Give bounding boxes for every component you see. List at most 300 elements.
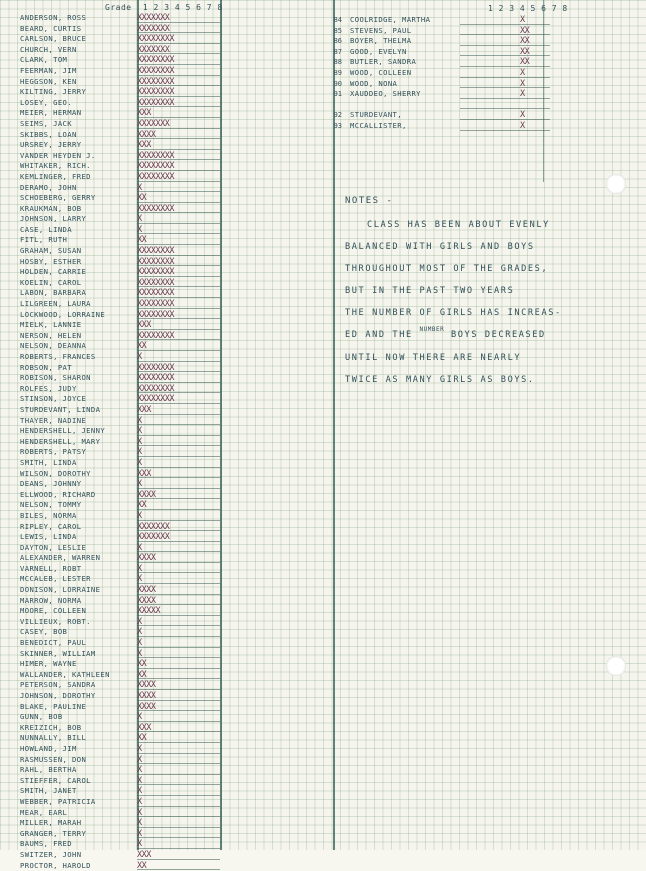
row-rule	[460, 77, 550, 78]
roster-row	[0, 861, 220, 871]
attendance-marks: XXXX	[137, 553, 155, 564]
roster-row	[0, 278, 220, 289]
roster-row	[0, 267, 220, 278]
roster-row	[0, 712, 220, 723]
roster-row	[330, 100, 550, 111]
attendance-marks: XXX	[137, 469, 151, 480]
roster-row	[0, 649, 220, 660]
roster-row	[0, 352, 220, 363]
row-rule	[137, 625, 220, 626]
student-name: ROBISON, SHARON	[20, 373, 91, 384]
attendance-marks: X	[520, 79, 525, 90]
attendance-marks: XX	[137, 861, 146, 871]
attendance-marks: XXXXXXXX	[137, 98, 174, 109]
student-name: CLARK, TOM	[20, 55, 67, 66]
notes-line-6	[345, 324, 635, 347]
attendance-marks: XXXXXXXX	[137, 331, 174, 342]
student-name: ROBSON, PAT	[20, 363, 72, 374]
attendance-marks: XXXXXXX	[137, 119, 169, 130]
attendance-marks: X	[137, 511, 142, 522]
roster-row	[0, 193, 220, 204]
roster-row	[0, 77, 220, 88]
roster-row	[0, 617, 220, 628]
student-name: LABON, BARBARA	[20, 288, 86, 299]
row-number: 91	[330, 89, 342, 100]
roster-row	[0, 522, 220, 533]
notes-line-7: UNTIL NOW THERE ARE NEARLY	[345, 347, 635, 369]
student-name: SCHOEBERG, GERRY	[20, 193, 96, 204]
student-name: LOCKWOOD, LORRAINE	[20, 310, 105, 321]
punch-hole-top	[606, 174, 626, 194]
roster-row	[0, 331, 220, 342]
attendance-marks: X	[137, 479, 142, 490]
row-rule	[137, 753, 220, 754]
attendance-marks: X	[137, 416, 142, 427]
notes-title: NOTES -	[345, 196, 635, 206]
roster-row	[0, 288, 220, 299]
roster-row	[0, 564, 220, 575]
attendance-marks: XXX	[137, 320, 151, 331]
roster-row	[0, 373, 220, 384]
attendance-marks: X	[137, 776, 142, 787]
student-name: WEBBER, PATRICIA	[20, 797, 96, 808]
student-name: BUTLER, SANDRA	[350, 57, 416, 68]
roster-row	[0, 532, 220, 543]
attendance-marks: XXXXXXX	[137, 13, 169, 24]
roster-row	[0, 24, 220, 35]
roster-row	[0, 776, 220, 787]
roster-row	[0, 829, 220, 840]
student-name: VANDER HEYDEN J.	[20, 151, 96, 162]
row-rule	[137, 816, 220, 817]
row-rule	[460, 130, 550, 131]
row-rule	[137, 509, 220, 510]
right-grade-header-numbers: 1 2 3 4 5 6 7 8	[488, 4, 568, 13]
roster-row	[0, 98, 220, 109]
student-name: GRANGER, TERRY	[20, 829, 86, 840]
roster-row	[0, 140, 220, 151]
roster-row	[0, 161, 220, 172]
attendance-marks: XXX	[137, 140, 151, 151]
attendance-marks: X	[137, 543, 142, 554]
student-name: RAHL, BERTHA	[20, 765, 77, 776]
roster-row	[0, 490, 220, 501]
row-number: 85	[330, 26, 342, 37]
student-name: DEANS, JOHNNY	[20, 479, 81, 490]
student-name: KRAUKMAN, BOB	[20, 204, 81, 215]
attendance-marks: X	[137, 797, 142, 808]
roster-row	[0, 34, 220, 45]
attendance-marks: XXXXXXXX	[137, 373, 174, 384]
row-rule	[460, 87, 550, 88]
attendance-marks: X	[137, 627, 142, 638]
attendance-marks: X	[520, 110, 525, 121]
roster-row	[0, 183, 220, 194]
attendance-marks: X	[137, 426, 142, 437]
attendance-marks: X	[137, 712, 142, 723]
attendance-marks: XXXXXXXX	[137, 161, 174, 172]
row-rule	[137, 435, 220, 436]
student-name: MEAR, EARL	[20, 808, 67, 819]
roster-row	[330, 89, 550, 100]
attendance-marks: XX	[137, 193, 146, 204]
student-name: WALLANDER, KATHLEEN	[20, 670, 110, 681]
student-name: FITL, RUTH	[20, 235, 67, 246]
row-rule	[137, 668, 220, 669]
row-rule	[137, 551, 220, 552]
attendance-marks: XXX	[137, 850, 151, 861]
roster-row	[0, 596, 220, 607]
row-number: 87	[330, 47, 342, 58]
attendance-marks: X	[520, 15, 525, 26]
row-rule	[137, 233, 220, 234]
roster-row	[0, 638, 220, 649]
row-rule	[137, 467, 220, 468]
attendance-marks: XX	[137, 733, 146, 744]
student-name: ROBERTS, PATSY	[20, 447, 86, 458]
row-rule	[137, 678, 220, 679]
student-name: WOOD, NONA	[350, 79, 397, 90]
row-rule	[460, 55, 550, 56]
roster-row	[0, 850, 220, 861]
row-number: 90	[330, 79, 342, 90]
student-name: ELLWOOD, RICHARD	[20, 490, 96, 501]
student-name: STIEFFER, CAROL	[20, 776, 91, 787]
student-name: STINSON, JOYCE	[20, 394, 86, 405]
roster-row	[0, 574, 220, 585]
student-name: BEARD, CURTIS	[20, 24, 81, 35]
attendance-marks: XXXXXXXX	[137, 267, 174, 278]
student-name: LILGREEN, LAURA	[20, 299, 91, 310]
attendance-marks: XX	[137, 235, 146, 246]
attendance-marks: X	[137, 214, 142, 225]
roster-row	[0, 55, 220, 66]
attendance-marks: XXXXXXXX	[137, 172, 174, 183]
row-rule	[137, 742, 220, 743]
attendance-marks: XXXXXXXX	[137, 278, 174, 289]
roster-row	[0, 108, 220, 119]
attendance-marks: X	[137, 786, 142, 797]
student-name: WHITAKER, RICH.	[20, 161, 91, 172]
attendance-marks: XXXX	[137, 585, 155, 596]
attendance-marks: XXXXXXXX	[137, 55, 174, 66]
attendance-marks: X	[137, 447, 142, 458]
student-name: CASEY, BOB	[20, 627, 67, 638]
student-name: HOWLAND, JIM	[20, 744, 77, 755]
row-rule	[137, 837, 220, 838]
attendance-marks: XXXXXXXX	[137, 34, 174, 45]
row-rule	[137, 202, 220, 203]
roster-row	[0, 299, 220, 310]
row-rule	[137, 827, 220, 828]
roster-row	[0, 627, 220, 638]
notes-line-6-end: BOYS DECREASED	[451, 330, 546, 340]
roster-row	[0, 341, 220, 352]
attendance-marks: XXXXXXXX	[137, 288, 174, 299]
roster-row	[0, 808, 220, 819]
student-name: THAYER, NADINE	[20, 416, 86, 427]
notes-line-5: THE NUMBER OF GIRLS HAS INCREAS-	[345, 302, 635, 324]
student-name: HIMER, WAYNE	[20, 659, 77, 670]
row-rule	[137, 350, 220, 351]
student-name: MOORE, COLLEEN	[20, 606, 86, 617]
attendance-marks: X	[137, 458, 142, 469]
attendance-marks: X	[137, 649, 142, 660]
attendance-marks: X	[137, 574, 142, 585]
attendance-marks: XXXX	[137, 490, 155, 501]
row-rule	[460, 119, 550, 120]
attendance-marks: XXXXXXX	[137, 24, 169, 35]
roster-row	[0, 87, 220, 98]
attendance-marks: X	[520, 89, 525, 100]
roster-row	[0, 214, 220, 225]
attendance-marks: XXXX	[137, 691, 155, 702]
roster-row	[0, 744, 220, 755]
attendance-marks: XXXXXXX	[137, 532, 169, 543]
attendance-marks: XXXX	[137, 596, 155, 607]
student-name: RIPLEY, CAROL	[20, 522, 81, 533]
row-rule	[137, 795, 220, 796]
roster-row	[0, 172, 220, 183]
student-name: URSREY, JERRY	[20, 140, 81, 151]
row-rule	[137, 647, 220, 648]
student-name: KOELIN, CAROL	[20, 278, 81, 289]
student-name: VARNELL, ROBT	[20, 564, 81, 575]
attendance-marks: XX	[137, 500, 146, 511]
roster-row	[0, 723, 220, 734]
roster-row	[0, 416, 220, 427]
row-rule	[137, 774, 220, 775]
roster-row	[0, 320, 220, 331]
roster-row	[0, 702, 220, 713]
student-name: DONISON, LORRAINE	[20, 585, 100, 596]
student-name: SWITZER, JOHN	[20, 850, 81, 861]
student-name: ALEXANDER, WARREN	[20, 553, 100, 564]
roster-row	[0, 543, 220, 554]
student-name: JOHNSON, LARRY	[20, 214, 86, 225]
roster-row	[0, 691, 220, 702]
student-name: MIELK, LANNIE	[20, 320, 81, 331]
student-name: SMITH, LINDA	[20, 458, 77, 469]
roster-row	[0, 151, 220, 162]
attendance-marks: X	[137, 437, 142, 448]
student-name: WOOD, COLLEEN	[350, 68, 411, 79]
attendance-marks: XXXXXXXX	[137, 151, 174, 162]
notes-line-2: BALANCED WITH GIRLS AND BOYS	[345, 236, 635, 258]
attendance-marks: XX	[137, 341, 146, 352]
attendance-marks: XXXXXXX	[137, 522, 169, 533]
attendance-marks: XXXXXXXX	[137, 363, 174, 374]
attendance-marks: XXXXXXXX	[137, 246, 174, 257]
attendance-marks: XXXXXXXX	[137, 310, 174, 321]
attendance-marks: XXXXXXXX	[137, 257, 174, 268]
roster-row	[0, 13, 220, 24]
roster-row	[0, 437, 220, 448]
attendance-marks: X	[137, 808, 142, 819]
roster-row	[0, 680, 220, 691]
attendance-marks: XXXXXXXX	[137, 204, 174, 215]
roster-row	[330, 57, 550, 68]
row-rule	[137, 657, 220, 658]
notes-line-4: BUT IN THE PAST TWO YEARS	[345, 280, 635, 302]
roster-row	[0, 225, 220, 236]
student-name: LOSEY, GEO.	[20, 98, 72, 109]
row-rule	[460, 45, 550, 46]
student-name: GUNN, BOB	[20, 712, 63, 723]
roster-row	[0, 130, 220, 141]
attendance-marks: XXXXX	[137, 606, 160, 617]
roster-row	[0, 246, 220, 257]
row-rule	[137, 424, 220, 425]
student-name: ROLFES, JUDY	[20, 384, 77, 395]
student-name: MCCALEB, LESTER	[20, 574, 91, 585]
row-rule	[460, 24, 550, 25]
student-name: CASE, LINDA	[20, 225, 72, 236]
student-name: NELSON, DEANNA	[20, 341, 86, 352]
student-name: MARROW, NORMA	[20, 596, 81, 607]
right-roster	[330, 15, 550, 132]
roster-row	[0, 818, 220, 829]
student-name: CHURCH, VERN	[20, 45, 77, 56]
right-grade-header	[488, 4, 568, 13]
student-name: SEIMS, JACK	[20, 119, 72, 130]
roster-row	[330, 68, 550, 79]
roster-row	[330, 47, 550, 58]
notes-line-3: THROUGHOUT MOST OF THE GRADES,	[345, 258, 635, 280]
row-rule	[460, 34, 550, 35]
roster-row	[330, 110, 550, 121]
row-rule	[137, 806, 220, 807]
student-name: PROCTOR, HAROLD	[20, 861, 91, 871]
notes-block	[345, 196, 635, 391]
student-name: DERAMO, JOHN	[20, 183, 77, 194]
attendance-marks: XX	[520, 57, 529, 68]
punch-hole-bottom	[606, 656, 626, 676]
roster-row	[0, 204, 220, 215]
student-name: SMITH, JANET	[20, 786, 77, 797]
student-name: DAYTON, LESLIE	[20, 543, 86, 554]
roster-row	[0, 670, 220, 681]
roster-row	[0, 659, 220, 670]
student-name: NUNNALLY, BILL	[20, 733, 86, 744]
attendance-marks: X	[137, 744, 142, 755]
attendance-marks: X	[137, 638, 142, 649]
student-name: JOHNSON, DOROTHY	[20, 691, 96, 702]
attendance-marks: XXXXXXX	[137, 45, 169, 56]
attendance-marks: XX	[137, 670, 146, 681]
attendance-marks: X	[137, 765, 142, 776]
row-number: 92	[330, 110, 342, 121]
roster-row	[0, 786, 220, 797]
roster-row	[0, 511, 220, 522]
roster-row	[0, 765, 220, 776]
roster-row	[0, 66, 220, 77]
row-rule	[460, 98, 550, 99]
student-name: BILES, NORMA	[20, 511, 77, 522]
row-number: 86	[330, 36, 342, 47]
attendance-marks: XXX	[137, 108, 151, 119]
roster-row	[0, 469, 220, 480]
student-name: MILLER, MARAH	[20, 818, 81, 829]
row-rule	[460, 66, 550, 67]
student-name: STURDEVANT,	[350, 110, 402, 121]
student-name: FEERMAN, JIM	[20, 66, 77, 77]
student-name: KILTING, JERRY	[20, 87, 86, 98]
roster-row	[0, 553, 220, 564]
attendance-marks: X	[520, 121, 525, 132]
row-rule	[137, 361, 220, 362]
attendance-marks: X	[137, 755, 142, 766]
roster-row	[0, 797, 220, 808]
attendance-marks: X	[137, 352, 142, 363]
student-name: NELSON, TOMMY	[20, 500, 81, 511]
student-name: CARLSON, BRUCE	[20, 34, 86, 45]
student-name: HOSBY, ESTHER	[20, 257, 81, 268]
student-name: COOLRIDGE, MARTHA	[350, 15, 430, 26]
row-number: 84	[330, 15, 342, 26]
attendance-marks: XXXXXXXX	[137, 384, 174, 395]
row-number: 89	[330, 68, 342, 79]
attendance-marks: X	[137, 829, 142, 840]
roster-row	[0, 733, 220, 744]
roster-row	[0, 119, 220, 130]
attendance-marks: XXXX	[137, 680, 155, 691]
row-rule	[137, 636, 220, 637]
roster-row	[0, 363, 220, 374]
roster-row	[0, 45, 220, 56]
attendance-marks: XXXXXXXX	[137, 66, 174, 77]
attendance-marks: X	[520, 68, 525, 79]
attendance-marks: XXXXXXXX	[137, 394, 174, 405]
roster-row	[0, 384, 220, 395]
row-rule	[137, 583, 220, 584]
notes-line-6-insert: NUMBER	[420, 326, 445, 333]
row-number: 93	[330, 121, 342, 132]
roster-row	[0, 606, 220, 617]
attendance-marks: XXX	[137, 405, 151, 416]
roster-row	[330, 15, 550, 26]
left-roster	[0, 13, 220, 871]
student-name: BENEDICT, PAUL	[20, 638, 86, 649]
roster-row	[330, 79, 550, 90]
roster-row	[0, 458, 220, 469]
notes-line-6-start: ED AND THE	[345, 330, 413, 340]
student-name: STURDEVANT, LINDA	[20, 405, 100, 416]
student-name: HOLDEN, CARRIE	[20, 267, 86, 278]
column-divider-rule	[220, 0, 222, 850]
student-name: SKIBBS, LOAN	[20, 130, 77, 141]
attendance-marks: X	[137, 564, 142, 575]
row-rule	[137, 763, 220, 764]
roster-row	[0, 447, 220, 458]
student-name: PETERSON, SANDRA	[20, 680, 96, 691]
attendance-marks: XX	[520, 26, 529, 37]
grade-header	[105, 3, 223, 12]
roster-row	[0, 839, 220, 850]
attendance-marks: X	[137, 183, 142, 194]
roster-row	[0, 405, 220, 416]
roster-row	[0, 394, 220, 405]
roster-row	[0, 426, 220, 437]
student-name: KREIZICH, BOB	[20, 723, 81, 734]
student-name: KEMLINGER, FRED	[20, 172, 91, 183]
roster-row	[0, 479, 220, 490]
attendance-marks: X	[137, 617, 142, 628]
student-name: XAUDDEO, SHERRY	[350, 89, 421, 100]
attendance-marks: XXXX	[137, 130, 155, 141]
student-name: LEWIS, LINDA	[20, 532, 77, 543]
attendance-marks: XXXX	[137, 702, 155, 713]
